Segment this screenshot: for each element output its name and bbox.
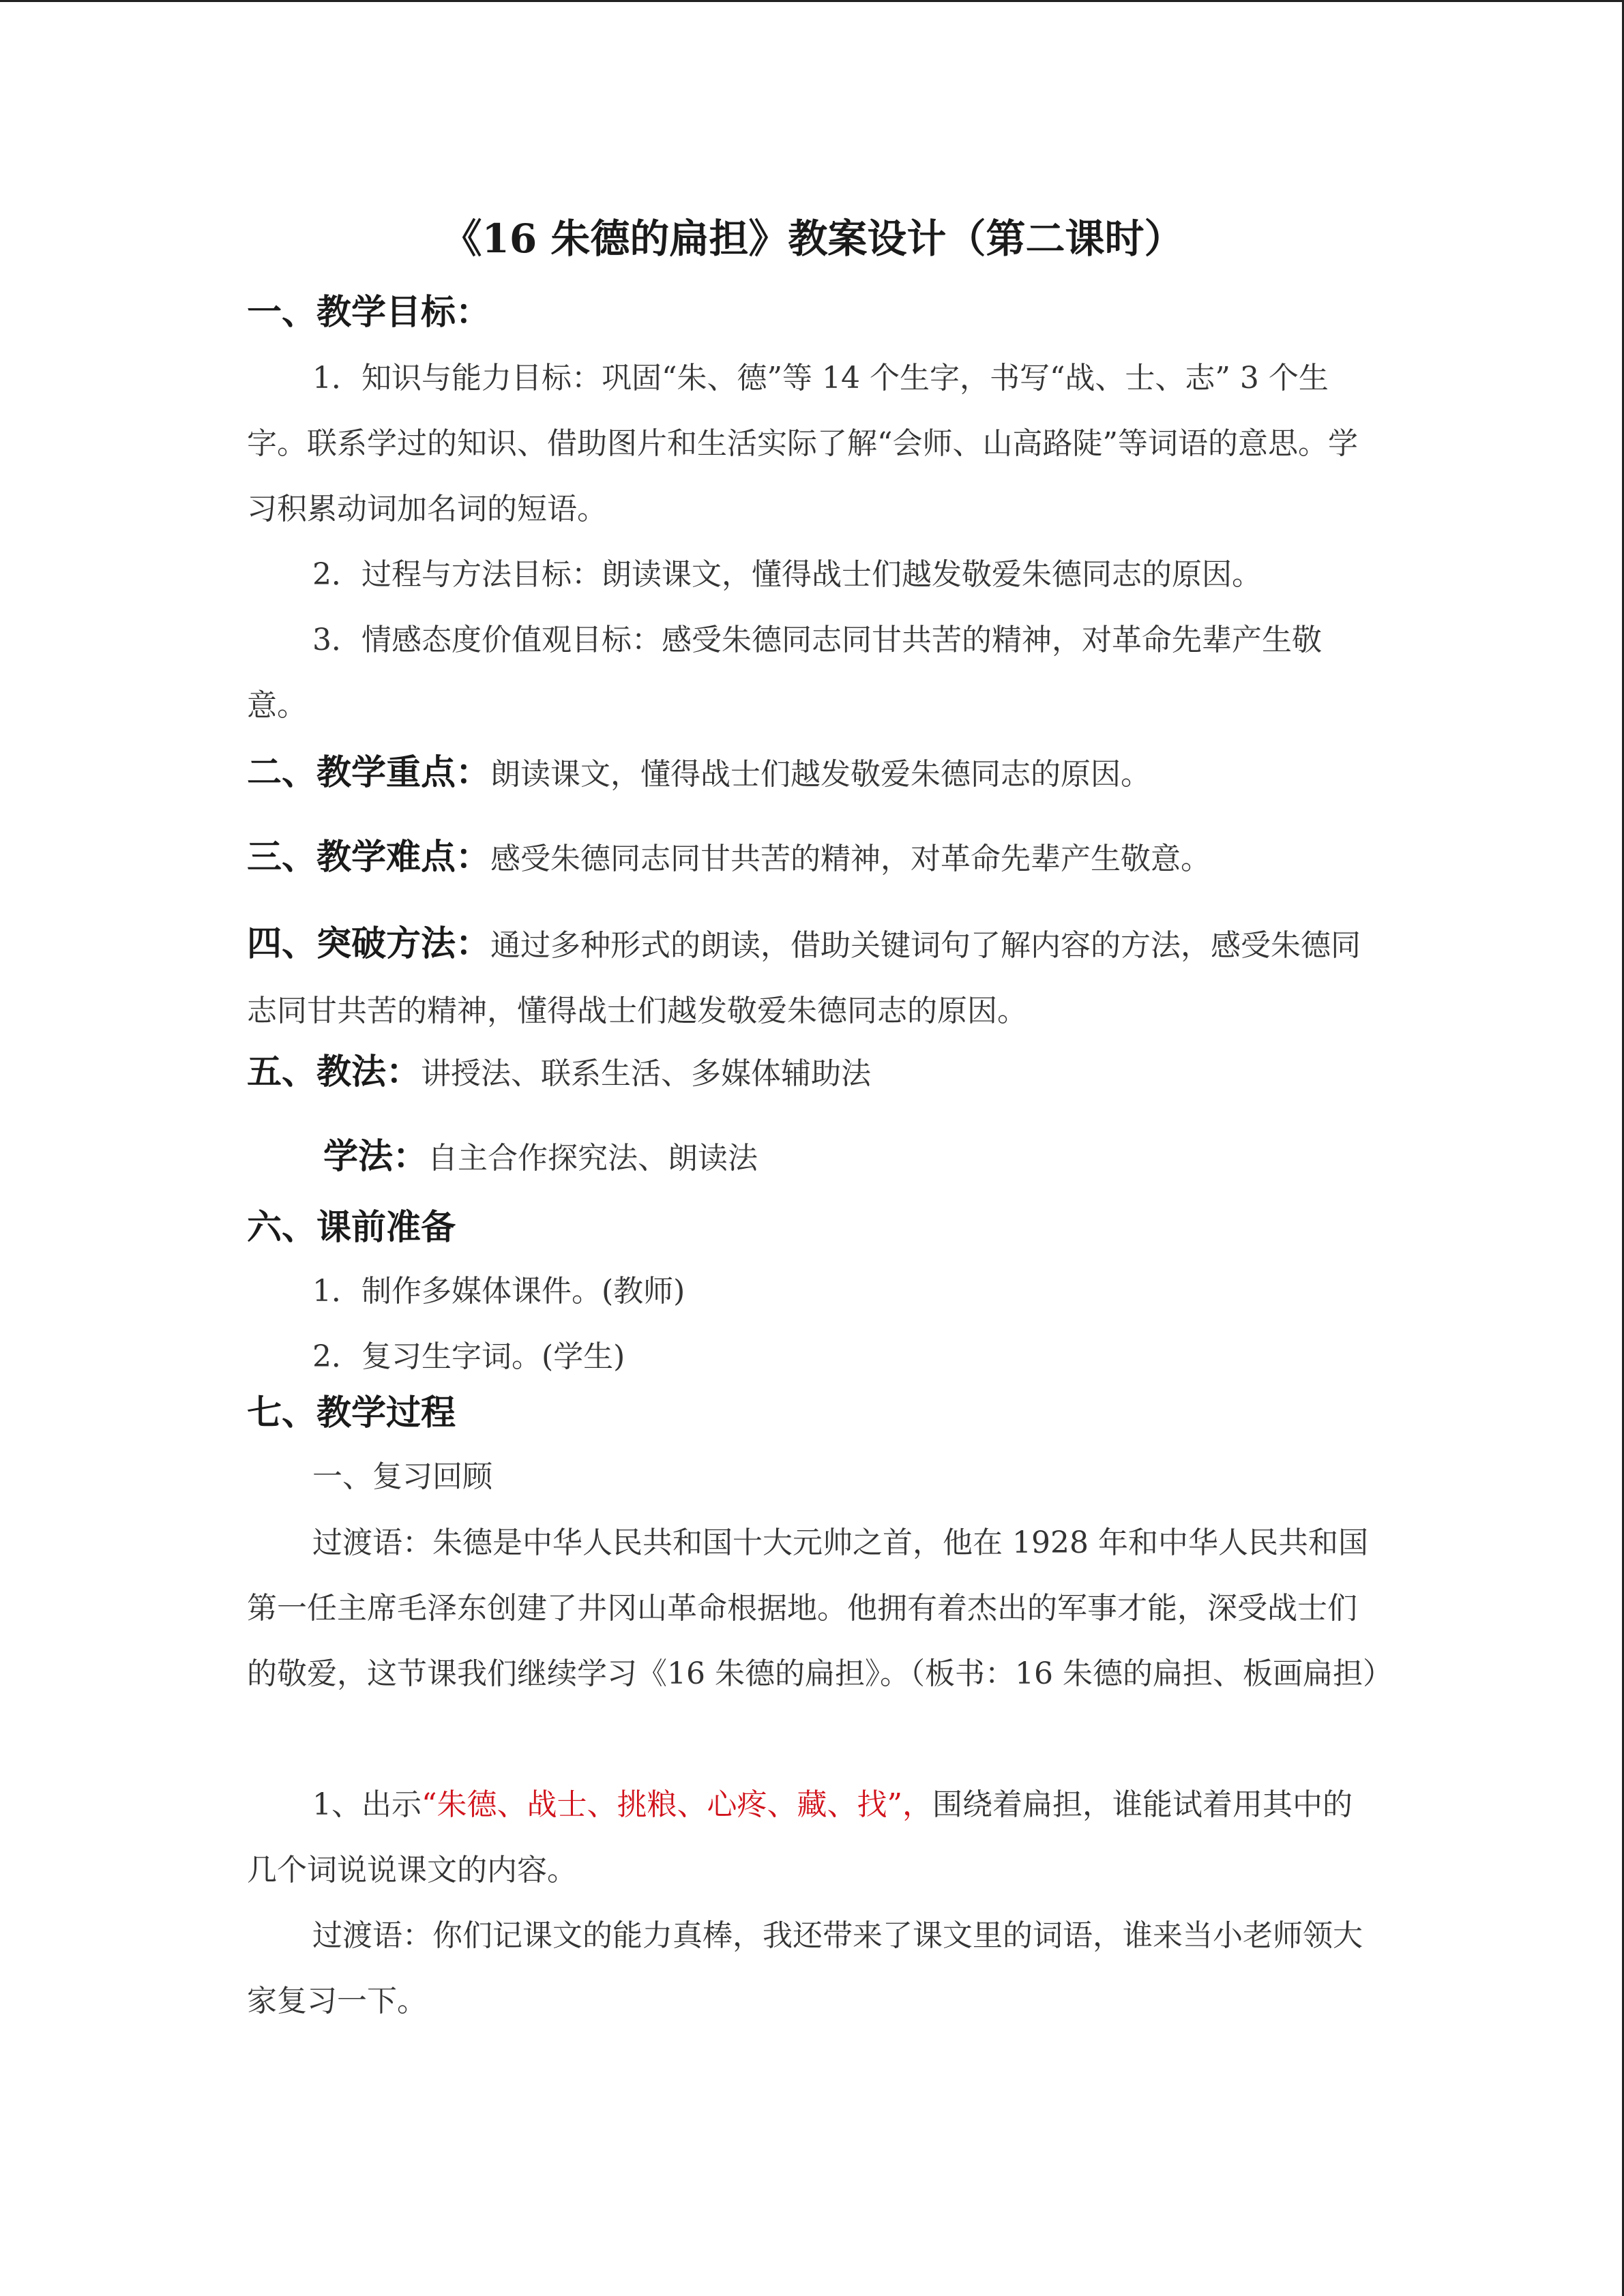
- difficulties-text: 感受朱德同志同甘共苦的精神，对革命先辈产生敬意。: [490, 841, 1211, 876]
- transition-1: 过渡语：朱德是中华人民共和国十大元帅之首，他在 1928 年和中华人民共和国第一任主席毛泽东创建了井冈山革命根据地。他拥有着杰出的军事才能，深受战士们的敬爱，这节课我们继续学习《16 朱德的扁担》。（板书：16 朱德的扁担、板画扁担）: [247, 1525, 1393, 1691]
- objective-2: 2．过程与方法目标：朗读课文，懂得战士们越发敬爱朱德同志的原因。: [312, 557, 1262, 592]
- learning-heading: 学法：: [323, 1136, 428, 1177]
- objective-3: 3．情感态度价值观目标：感受朱德同志同甘共苦的精神，对革命先辈产生敬意。: [247, 623, 1322, 723]
- key-points-text: 朗读课文，懂得战士们越发敬爱朱德同志的原因。: [490, 757, 1151, 792]
- show-suffix: 围绕着扁担，谁能试着用其中的几个词说说课文的内容。: [247, 1787, 1353, 1888]
- prep-item-1: 1．制作多媒体课件。(教师): [312, 1274, 685, 1309]
- key-points-heading: 二、教学重点：: [247, 752, 491, 793]
- methods: [247, 911, 1379, 1044]
- objective-1: 1．知识与能力目标：巩固“朱、德”等 14 个生字，书写“战、士、志” 3 个生字。联系学过的知识、借助图片和生活实际了解“会师、山高路陡”等词语的意思。学习积累动词加名词的短语。: [247, 361, 1358, 526]
- page-top-border: [0, 0, 1624, 2]
- process-heading: 七、教学过程: [247, 1392, 456, 1433]
- show-words-highlight: “朱德、战士、挑粮、心疼、藏、找”，: [422, 1787, 932, 1822]
- page-title: 《16 朱德的扁担》教案设计（第二课时）: [442, 215, 1184, 262]
- methods-heading: 四、突破方法：: [247, 923, 491, 964]
- key-points: [247, 748, 1151, 799]
- show-prefix: 1、出示: [312, 1787, 422, 1822]
- learning-method: [323, 1132, 758, 1183]
- teaching-text: 讲授法、联系生活、多媒体辅助法: [421, 1056, 872, 1091]
- transition-2: 过渡语：你们记课文的能力真棒，我还带来了课文里的词语，谁来当小老师领大家复习一下。: [247, 1918, 1363, 2018]
- prep-item-2: 2．复习生字词。(学生): [312, 1339, 625, 1374]
- objectives-heading: 一、教学目标：: [247, 292, 491, 333]
- show-words-paragraph: [247, 1772, 1379, 1903]
- learning-text: 自主合作探究法、朗读法: [428, 1141, 758, 1176]
- teaching-method: [247, 1047, 871, 1099]
- difficulties: [247, 833, 1211, 884]
- difficulties-heading: 三、教学难点：: [247, 837, 491, 878]
- methods-text: 通过多种形式的朗读，借助关键词句了解内容的方法，感受朱德同志同甘共苦的精神，懂得战士们越发敬爱朱德同志的原因。: [247, 928, 1361, 1028]
- process-subheading: 一、复习回顾: [312, 1459, 492, 1494]
- prep-heading: 六、课前准备: [247, 1207, 456, 1248]
- teaching-heading: 五、教法：: [247, 1052, 422, 1092]
